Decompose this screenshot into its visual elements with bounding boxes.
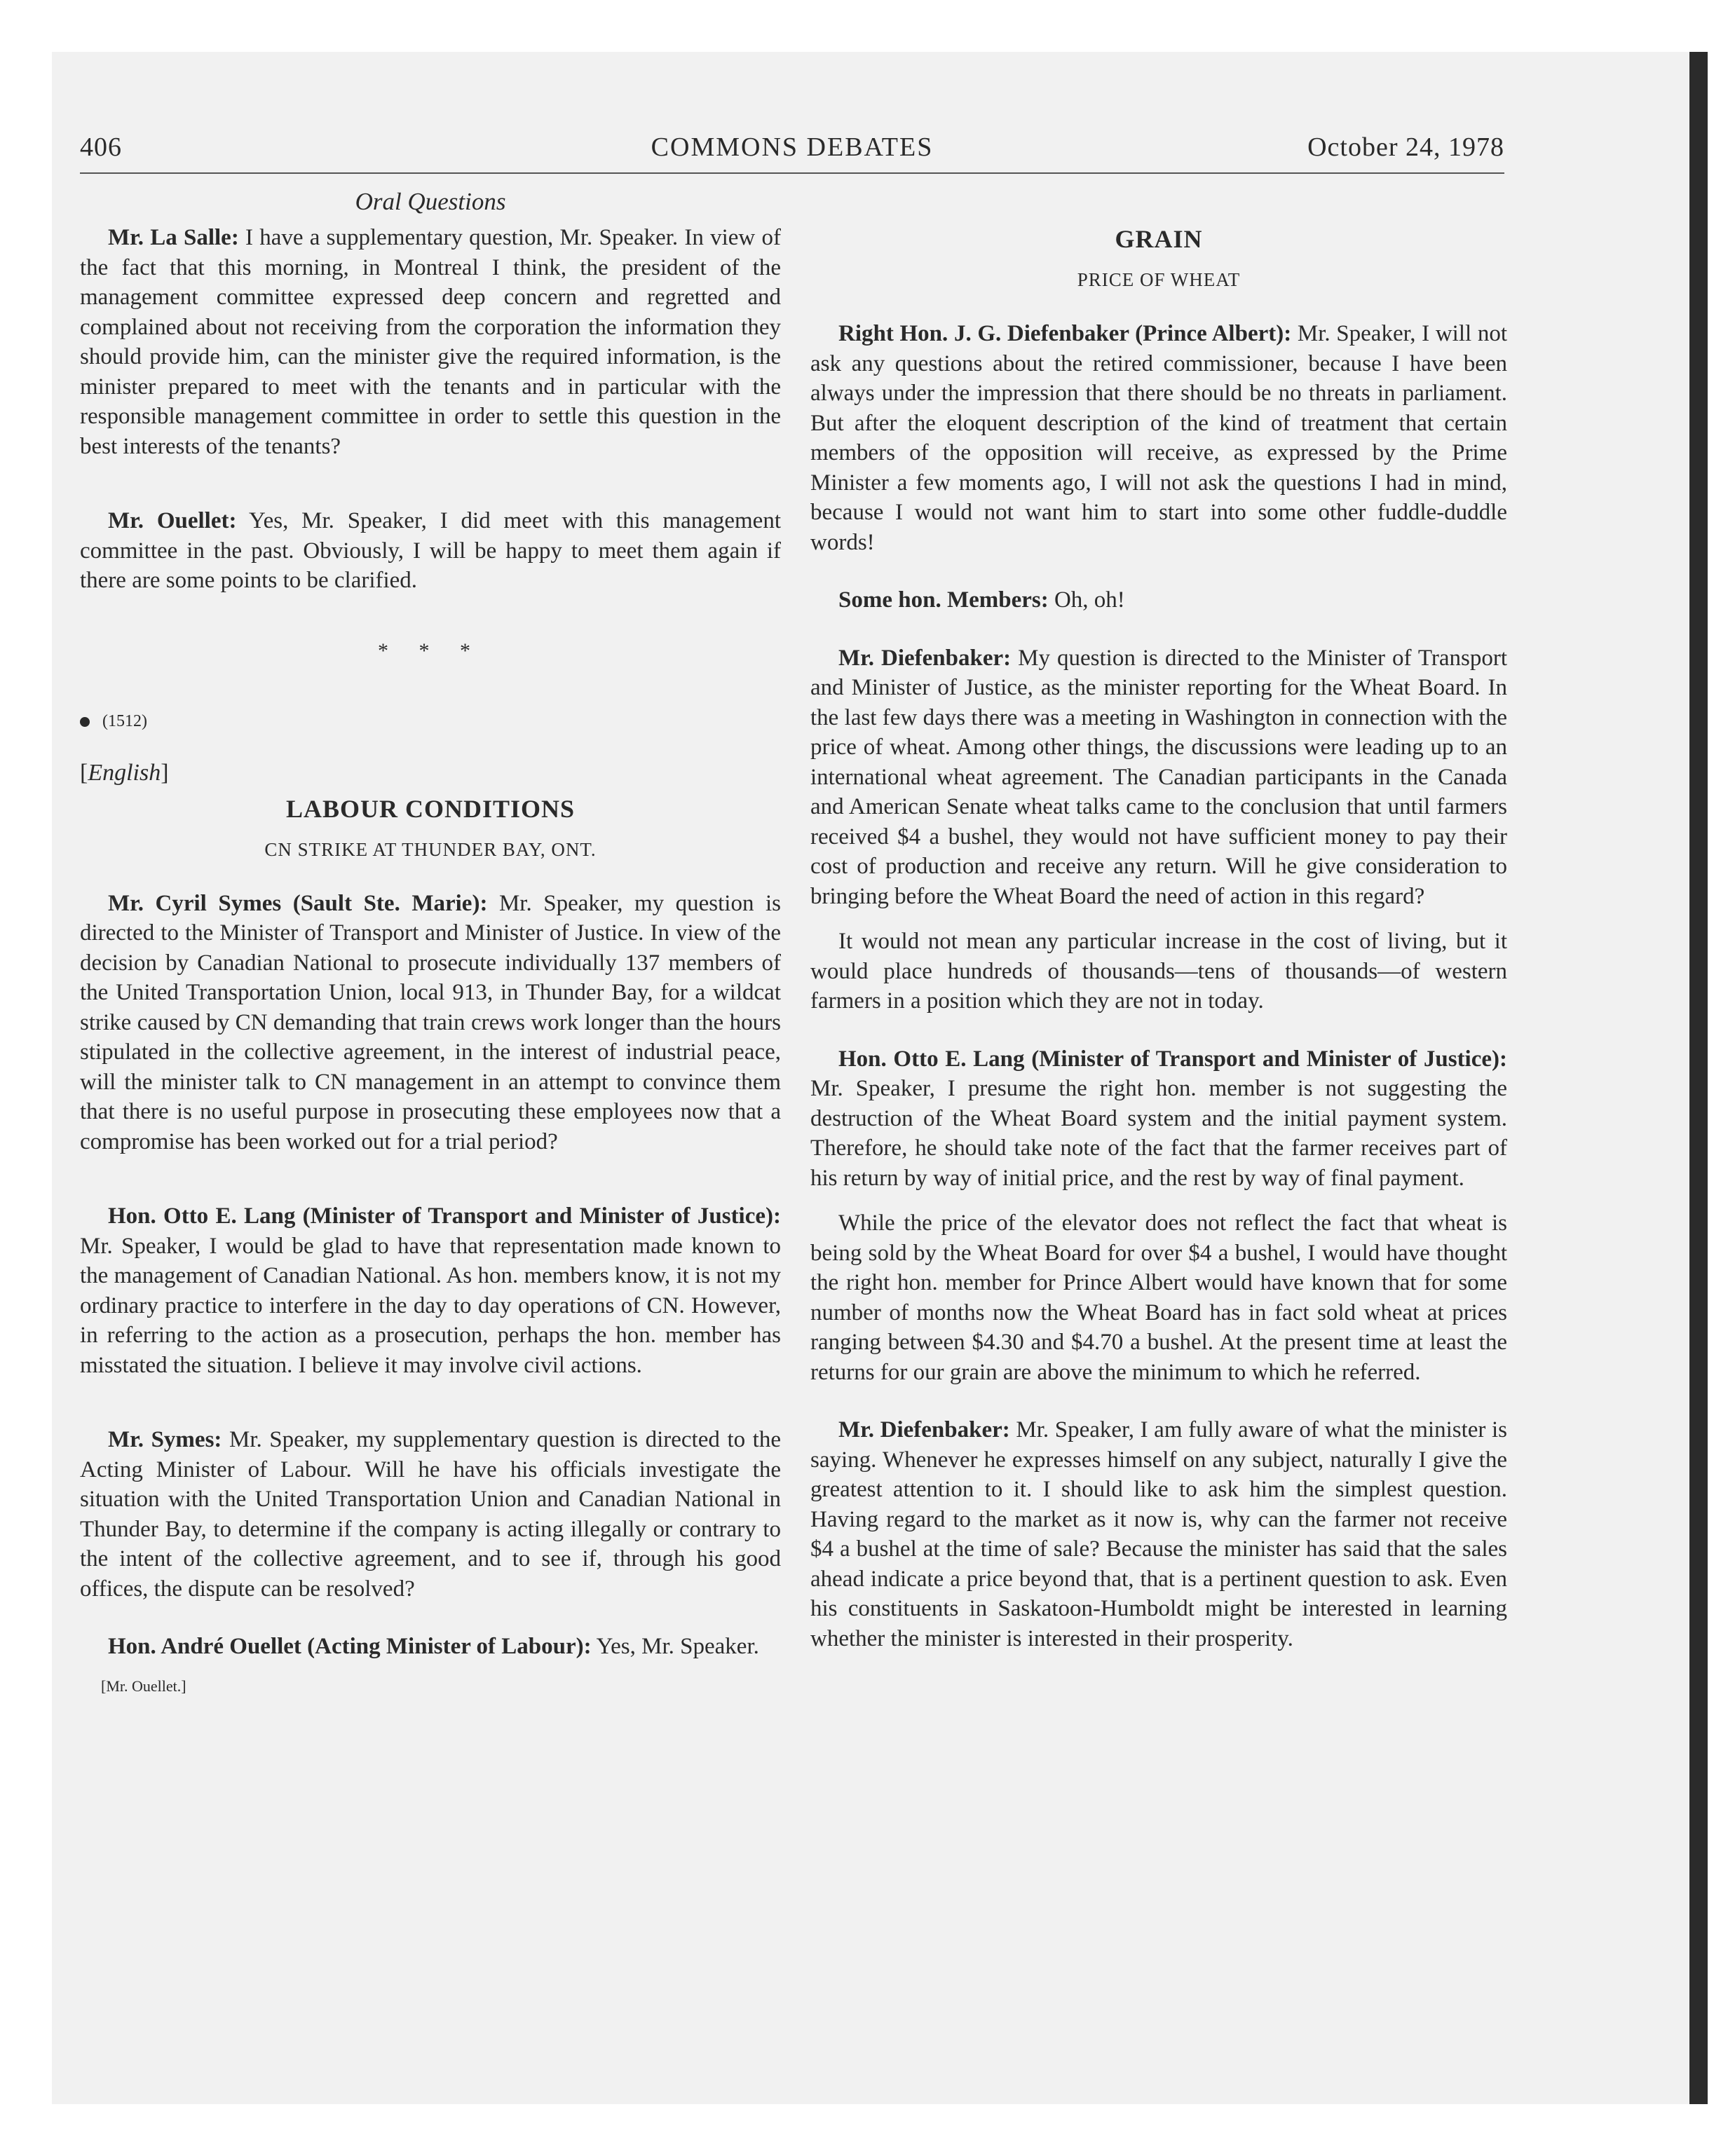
speech-text: My question is directed to the Minister of Transport and Minister of Justice, as the minister reporting for the Wheat Board. In the last few days there was a meeting in Washington in connection with the price of wheat. Among other things, the discussions were leading up to an international wheat agreement. The Canadian participants in the Canada and American Senate wheat talks came to the conclusion that until farmers received $4 a bushel, they would not have sufficient money to pay their cost of production and receive any return. Will he give consideration to bringing before the Wheat Board the need of action in this regard? <box>810 645 1507 909</box>
speaker-name: Mr. Cyril Symes (Sault Ste. Marie): <box>108 890 488 916</box>
speech-text: Mr. Speaker, my supplementary question is directed to the Acting Minister of Labour. Will he have his officials investigate the situation with the United Transportation Union and Canadian National in Thunder Bay, to determine if the company is acting illegally or contrary to the intent of the collective agreement, and to see if, through his good offices, the dispute can be resolved? <box>80 1427 781 1602</box>
section-heading: GRAIN <box>1115 225 1203 253</box>
speech-text: Mr. Speaker, I presume the right hon. member is not suggesting the destruction of the Wheat Board system and the initial payment system. Therefore, he should take note of the fact that the farmer receives part of his return by way of initial price, and the rest by way of final payment. <box>810 1076 1507 1191</box>
speaker-name: Some hon. Members: <box>838 587 1049 613</box>
speech-text: Mr. Speaker, my question is directed to the Minister of Transport and Minister of Justice. In view of the decision by Canadian National to prosecute individually 137 members of the United Transportation Union, local 913, in Thunder Bay, for a wildcat strike caused by CN demanding that train crews work longer than the hours stipulated in the collective agreement, in the interest of industrial peace, will the minister talk to CN management in an attempt to convince them that there is no useful purpose in prosecuting these employees now that a compromise has been worked out for a trial period? <box>80 890 782 1154</box>
speaker-name: Mr. Symes: <box>108 1427 222 1452</box>
paragraph-ouellet <box>80 506 781 596</box>
left-column <box>80 188 781 1701</box>
paragraph-lang-reply <box>810 1044 1507 1194</box>
speech-text: Mr. Speaker, I will not ask any questions about the retired commissioner, because I have been always under the impression that there should be no threats in parliament. But after the eloquent description of the kind of treatment that certain members of the opposition will receive, as expressed by the Prime Minister a few moments ago, I will not ask the questions I had in mind, because I would not want him to start into some other fuddle-duddle words! <box>810 321 1508 555</box>
speech-text: Mr. Speaker, I would be glad to have that representation made known to the management of Canadian National. As hon. members know, it is not my ordinary practice to interfere in the day to day operations of CN. However, in referring to the action as a prosecution, perhaps the hon. member has misstated the situation. I believe it may involve civil actions. <box>80 1233 781 1378</box>
speaker-name: Mr. Diefenbaker: <box>838 645 1012 671</box>
bullet-icon <box>80 717 90 727</box>
paragraph-diefenbaker-continued: It would not mean any particular increase in the cost of living, but it would place hundreds of thousands—tens of thousands—of western farmers in a position which they are not in today. <box>810 929 1507 1014</box>
paragraph-lasalle <box>80 223 781 461</box>
speaker-name: Right Hon. J. G. Diefenbaker (Prince Albert): <box>838 321 1292 346</box>
header-rule <box>80 172 1504 174</box>
language-marker: [English] <box>80 760 169 786</box>
publication-title: COMMONS DEBATES <box>651 132 934 162</box>
speaker-name: Hon. Otto E. Lang (Minister of Transport and Minister of Justice): <box>838 1046 1507 1072</box>
paragraph-ouellet-reply <box>80 1632 781 1662</box>
speech-text: Yes, Mr. Speaker. <box>591 1634 759 1659</box>
issue-date: October 24, 1978 <box>1307 132 1504 162</box>
paragraph-lang <box>80 1201 781 1380</box>
paragraph-diefenbaker-question <box>810 643 1507 912</box>
language-name: English <box>88 760 161 786</box>
speaker-name: Hon. André Ouellet (Acting Minister of Labour): <box>108 1634 592 1659</box>
speaker-name: Mr. Diefenbaker: <box>838 1417 1010 1442</box>
paragraph-members <box>810 585 1507 615</box>
timestamp-text: (1512) <box>102 711 147 730</box>
paragraph-symes <box>80 889 781 1157</box>
speech-text: I have a supplementary question, Mr. Speaker. In view of the fact that this morning, in Montreal I think, the president of the management committee expressed deep concern and regretted and complained about not receiving from the corporation the information they should provide him, can the minister give the required information, is the minister prepared to meet with the tenants and in particular with the responsible management committee in order to settle this question in the best interests of the tenants? <box>80 225 781 459</box>
speaker-signature: [Mr. Ouellet.] <box>101 1677 186 1695</box>
section-label: Oral Questions <box>355 188 506 215</box>
right-column <box>810 224 1507 1653</box>
section-heading: LABOUR CONDITIONS <box>285 794 576 823</box>
speaker-name: Hon. Otto E. Lang (Minister of Transport and Minister of Justice): <box>108 1203 781 1229</box>
speaker-name: Mr. Ouellet: <box>108 508 237 533</box>
paragraph-lang-continued: While the price of the elevator does not reflect the fact that wheat is being sold by the Wheat Board for over $4 a bushel, I would have thought the right hon. member for Prince Albert would have known that for some number of months now the Wheat Board has in fact sold wheat at prices ranging between $4.30 and $4.70 a bushel. At the present time at least the returns for our grain are above the minimum to which he referred. <box>810 1210 1507 1385</box>
speech-text: Yes, Mr. Speaker, I did meet with this management committee in the past. Obviously, I will be happy to meet them again if there are some points to be clarified. <box>80 508 781 593</box>
speech-text: Oh, oh! <box>1048 587 1125 613</box>
speech-text: Mr. Speaker, I am fully aware of what the minister is saying. Whenever he expresses himself on any subject, naturally I give the greatest attention to it. I should like to ask him the simplest question. Having regard to the market as it now is, why can the farmer not receive $4 a bushel at the time of sale? Because the minister has said that the sales ahead indicate a price beyond that, that is a pertinent question to ask. Even his constituents in Saskatoon-Humboldt might be interested in learning whether the minister is interested in their prosperity. <box>810 1417 1508 1651</box>
paragraph-symes-supplementary <box>80 1425 781 1604</box>
section-break: * * * <box>378 639 483 662</box>
paragraph-diefenbaker-followup <box>810 1415 1507 1653</box>
speaker-name: Mr. La Salle: <box>108 225 239 250</box>
paragraph-diefenbaker <box>810 319 1507 557</box>
section-subheading: PRICE OF WHEAT <box>1077 269 1241 290</box>
page-number: 406 <box>80 132 122 162</box>
page-header <box>80 132 1504 167</box>
section-subheading: CN STRIKE AT THUNDER BAY, ONT. <box>264 838 597 860</box>
binding-edge <box>1689 52 1708 2104</box>
timestamp <box>80 707 781 737</box>
